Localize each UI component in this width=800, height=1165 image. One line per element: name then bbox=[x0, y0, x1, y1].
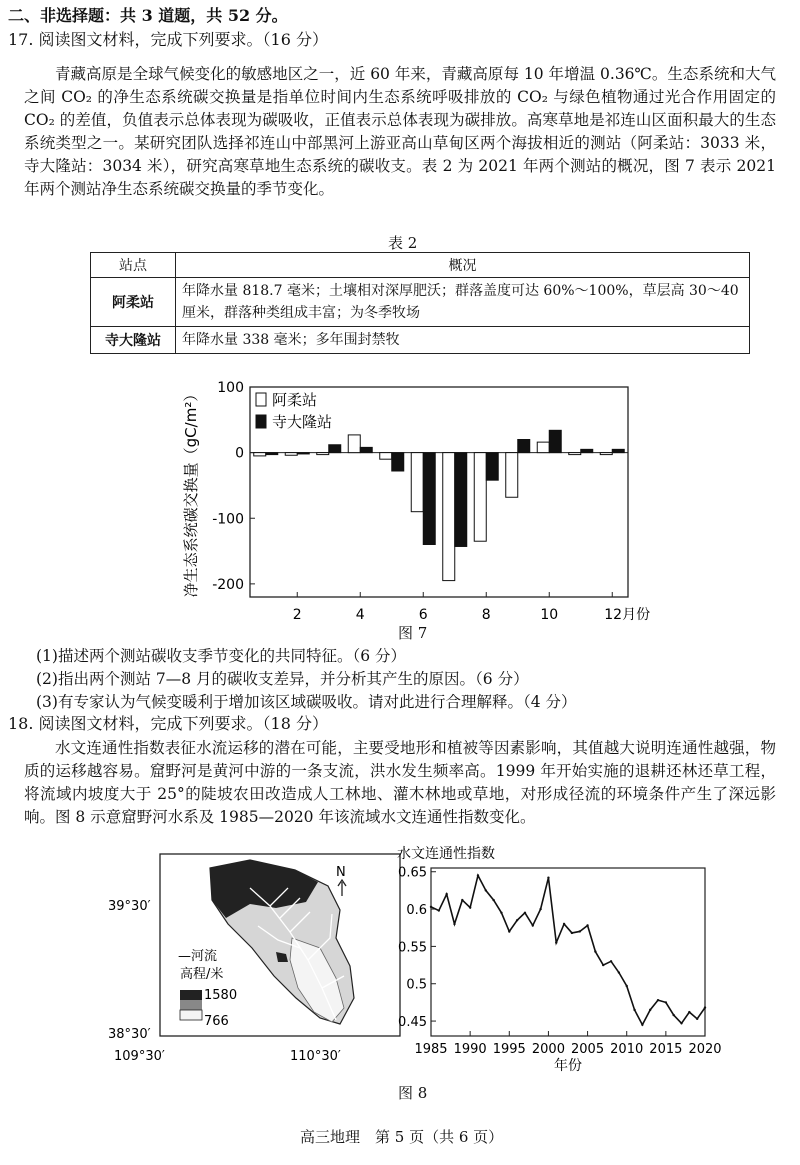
legend-swatch-0 bbox=[256, 393, 266, 406]
bar-sidalong-month-3 bbox=[329, 445, 341, 453]
data-point-1987 bbox=[445, 893, 447, 895]
table-2-caption: 表 2 bbox=[388, 234, 418, 252]
figure-7-caption: 图 7 bbox=[398, 624, 428, 642]
legend-swatch-1 bbox=[256, 415, 266, 428]
figure-8-chart bbox=[395, 840, 735, 1080]
bar-sidalong-month-5 bbox=[392, 453, 404, 471]
x-tick-label: 1995 bbox=[492, 1042, 526, 1057]
bar-arou-month-7 bbox=[443, 453, 455, 581]
bar-arou-month-8 bbox=[474, 453, 486, 542]
data-point-1995 bbox=[508, 930, 510, 932]
section-title: 二、非选择题：共 3 道题，共 52 分。 bbox=[8, 6, 288, 25]
x-tick-label: 12月份 bbox=[604, 607, 651, 623]
plot-frame bbox=[431, 868, 705, 1036]
x-tick-label: 2010 bbox=[610, 1042, 644, 1057]
bar-sidalong-month-9 bbox=[518, 440, 530, 453]
lon-right-label: 110°30′ bbox=[290, 1049, 341, 1064]
bar-arou-month-4 bbox=[348, 435, 360, 453]
data-point-1999 bbox=[539, 908, 541, 910]
lat-top-label: 39°30′ bbox=[108, 899, 151, 914]
data-point-2009 bbox=[618, 971, 620, 973]
data-point-2006 bbox=[594, 950, 596, 952]
legend-label-0: 阿柔站 bbox=[272, 391, 318, 409]
legend-elev-low: 766 bbox=[204, 1014, 229, 1029]
legend-river-label: —河流 bbox=[178, 949, 218, 964]
table-cell-desc: 年降水量 338 毫米；多年围封禁牧 bbox=[176, 327, 750, 354]
x-tick-label: 1985 bbox=[414, 1042, 448, 1057]
bar-sidalong-month-2 bbox=[297, 453, 309, 454]
data-point-2020 bbox=[704, 1006, 706, 1008]
data-point-1994 bbox=[500, 912, 502, 914]
bar-arou-month-11 bbox=[569, 453, 581, 455]
x-tick-label: 6 bbox=[418, 607, 428, 623]
table-cell-station: 寺大隆站 bbox=[91, 327, 176, 354]
x-tick-label: 4 bbox=[355, 607, 365, 623]
y-tick-label: 0.5 bbox=[406, 977, 427, 993]
q18-paragraph bbox=[24, 737, 776, 829]
q17-question-1: (1)描述两个测站碳收支季节变化的共同特征。（6 分） bbox=[36, 647, 406, 665]
x-tick-label: 2000 bbox=[531, 1042, 565, 1057]
q17-paragraph bbox=[24, 63, 776, 201]
bar-arou-month-3 bbox=[317, 453, 329, 455]
figure-8-caption: 图 8 bbox=[398, 1084, 428, 1102]
bar-sidalong-month-6 bbox=[423, 453, 435, 545]
x-tick-label: 2020 bbox=[688, 1042, 722, 1057]
y-axis-label: 净生态系统碳交换量（gC/m²） bbox=[182, 386, 200, 598]
bar-sidalong-month-4 bbox=[360, 447, 372, 452]
data-point-2015 bbox=[665, 1001, 667, 1003]
data-point-1991 bbox=[477, 874, 479, 876]
north-label: N bbox=[336, 865, 346, 880]
data-point-1988 bbox=[453, 923, 455, 925]
data-point-2012 bbox=[641, 1024, 643, 1026]
data-point-1997 bbox=[524, 912, 526, 914]
table-header-desc: 概况 bbox=[176, 253, 750, 278]
bar-arou-month-12 bbox=[600, 453, 612, 455]
bar-arou-month-6 bbox=[411, 453, 423, 512]
data-point-1998 bbox=[532, 924, 534, 926]
bar-arou-month-2 bbox=[285, 453, 297, 456]
q17-question-3: (3)有专家认为气候变暖利于增加该区域碳吸收。请对此进行合理解释。（4 分） bbox=[36, 693, 577, 711]
table-cell-station: 阿柔站 bbox=[91, 278, 176, 327]
data-point-2005 bbox=[586, 924, 588, 926]
legend-elev-high: 1580 bbox=[204, 988, 238, 1003]
table-2 bbox=[90, 252, 750, 354]
data-point-2001 bbox=[555, 941, 557, 943]
bar-sidalong-month-10 bbox=[549, 430, 561, 452]
data-point-1993 bbox=[492, 899, 494, 901]
legend-swatch-low bbox=[180, 1010, 202, 1020]
data-point-2000 bbox=[547, 877, 549, 879]
table-row bbox=[91, 327, 750, 354]
x-tick-label: 2015 bbox=[649, 1042, 683, 1057]
data-point-1986 bbox=[438, 909, 440, 911]
y-tick-label: 0 bbox=[235, 445, 244, 462]
y-tick-label: -200 bbox=[212, 576, 244, 593]
x-tick-label: 2005 bbox=[571, 1042, 605, 1057]
data-point-2013 bbox=[649, 1009, 651, 1011]
chart-title: 水文连通性指数 bbox=[397, 846, 495, 862]
x-axis-label: 年份 bbox=[554, 1058, 582, 1074]
y-tick-label: 0.55 bbox=[398, 940, 427, 956]
table-header-row bbox=[91, 253, 750, 278]
data-point-2003 bbox=[571, 932, 573, 934]
x-tick-label: 10 bbox=[540, 607, 559, 623]
data-point-2018 bbox=[688, 1011, 690, 1013]
data-point-1992 bbox=[485, 889, 487, 891]
data-point-2019 bbox=[696, 1018, 698, 1020]
data-point-2017 bbox=[680, 1022, 682, 1024]
legend-swatch-high bbox=[180, 990, 202, 1000]
data-point-1989 bbox=[461, 899, 463, 901]
lat-bottom-label: 38°30′ bbox=[108, 1027, 151, 1042]
data-point-1990 bbox=[469, 906, 471, 908]
bar-arou-month-5 bbox=[380, 453, 392, 460]
data-point-2004 bbox=[579, 930, 581, 932]
figure-7-chart bbox=[0, 365, 800, 635]
lon-left-label: 109°30′ bbox=[114, 1049, 165, 1064]
page-footer: 高三地理 第 5 页（共 6 页） bbox=[300, 1128, 504, 1146]
q17-heading: 17. 阅读图文材料，完成下列要求。（16 分） bbox=[8, 30, 328, 49]
bar-sidalong-month-1 bbox=[266, 453, 278, 455]
y-tick-label: -100 bbox=[212, 511, 244, 528]
x-tick-label: 2 bbox=[292, 607, 302, 623]
y-tick-label: 100 bbox=[217, 380, 244, 396]
q17-question-2: (2)指出两个测站 7—8 月的碳收支差异，并分析其产生的原因。（6 分） bbox=[36, 670, 529, 688]
data-point-1996 bbox=[516, 919, 518, 921]
data-point-2010 bbox=[626, 985, 628, 987]
q18-paragraph-text: 水文连通性指数表征水流运移的潜在可能，主要受地形和植被等因素影响，其值越大说明连通性越强，物质的运移越容易。窟野河是黄河中游的一条支流，洪水发生频率高。1999 年开始实施的退耕还林还草工程，将流域内坡度大于 25°的陡坡农田改造成人工林地、灌木林地或草地，对形成径流的环境条件产生了深远影响。图 8 示意窟野河水系及 1985—2020 年该流域水文连通性指数变化。 bbox=[24, 739, 776, 826]
bar-arou-month-1 bbox=[254, 453, 266, 456]
data-point-2007 bbox=[602, 964, 604, 966]
table-cell-desc: 年降水量 818.7 毫米；土壤相对深厚肥沃；群落盖度可达 60%～100%，草层高 30～40 厘米，群落种类组成丰富；为冬季牧场 bbox=[176, 278, 750, 327]
x-tick-label: 8 bbox=[481, 607, 491, 623]
legend-label-1: 寺大隆站 bbox=[272, 413, 333, 431]
data-point-1985 bbox=[430, 906, 432, 908]
bar-sidalong-month-11 bbox=[581, 449, 593, 452]
data-point-2002 bbox=[563, 923, 565, 925]
data-point-2016 bbox=[672, 1014, 674, 1016]
y-tick-label: 0.65 bbox=[398, 865, 427, 881]
bar-sidalong-month-7 bbox=[455, 453, 467, 547]
bar-arou-month-10 bbox=[537, 442, 549, 453]
bar-sidalong-month-12 bbox=[612, 449, 624, 452]
y-tick-label: 0.6 bbox=[406, 903, 427, 919]
table-row bbox=[91, 278, 750, 327]
table-header-station: 站点 bbox=[91, 253, 176, 278]
q18-heading: 18. 阅读图文材料，完成下列要求。（18 分） bbox=[8, 714, 328, 733]
legend-swatch-mid bbox=[180, 1000, 202, 1010]
data-point-2011 bbox=[633, 1009, 635, 1011]
bar-arou-month-9 bbox=[506, 453, 518, 498]
y-tick-label: 0.45 bbox=[398, 1015, 427, 1031]
bar-sidalong-month-8 bbox=[486, 453, 498, 481]
kuye-river-map bbox=[100, 848, 420, 1078]
q17-paragraph-text: 青藏高原是全球气候变化的敏感地区之一，近 60 年来，青藏高原每 10 年增温 0.36℃。生态系统和大气之间 CO₂ 的净生态系统碳交换量是指单位时间内生态系统呼吸排放的 CO₂ 与绿色植物通过光合作用固定的 CO₂ 的差值，负值表示总体表现为碳吸收，正值表示总体表现为碳排放。高寒草地是祁连山区面积最大的生态系统类型之一。某研究团队选择祁连山中部黑河上游亚高山草甸区两个海拔相近的测站（阿柔站：3033 米，寺大隆站：3034 米），研究高寒草地生态系统的碳收支。表 2 为 2021 年两个测站的概况，图 7 表示 2021 年两个测站净生态系统碳交换量的季节变化。 bbox=[24, 65, 776, 198]
data-point-2008 bbox=[610, 960, 612, 962]
data-point-2014 bbox=[657, 999, 659, 1001]
series-line bbox=[431, 875, 705, 1024]
x-tick-label: 1990 bbox=[453, 1042, 487, 1057]
legend-elevation-label: 高程/米 bbox=[180, 967, 224, 982]
